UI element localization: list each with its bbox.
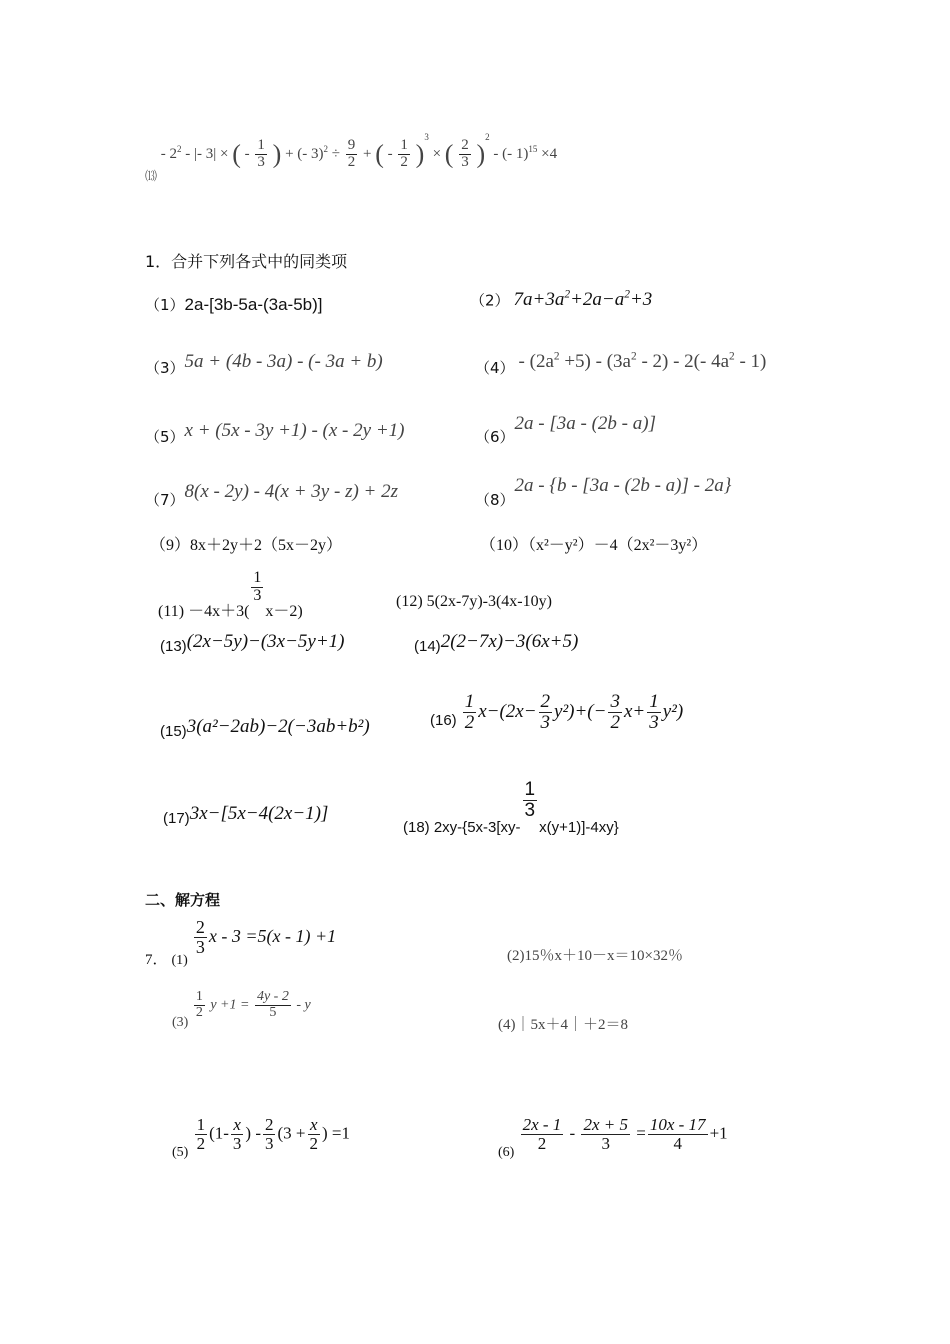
item-14: (14)2(2−7x)−3(6x+5): [414, 631, 579, 655]
item-3: （3）5a + (4b - 3a) - (- 3a + b): [145, 351, 383, 377]
item-12: (12) 5(2x-7y)-3(4x-10y): [396, 593, 552, 610]
fraction: $\frac{1}{3}$: [257, 137, 265, 171]
item-2: （2） $7a+3a^2+2a-a^2+3$: [470, 289, 653, 311]
fraction: $\frac{10x - 17}{4}$: [649, 1115, 706, 1153]
equation-4: (4)｜5x＋4｜＋2＝8: [498, 1017, 628, 1033]
item-9: （9）8x＋2y＋2（5x－2y）: [150, 537, 343, 554]
item-7: （7）8(x - 2y) - 4(x + 3y - z) + 2z: [145, 481, 398, 509]
fraction: $\frac{x}{2}$: [309, 1115, 318, 1153]
equation-6: $_{(6)}$ $\frac{2x - 1}{2}$ - $\frac{2x + 5}{3}$ = $\frac{10x - 17}{4}$ +1: [498, 1115, 728, 1161]
section-heading-equations: 二、解方程: [145, 891, 221, 909]
fraction: $\frac{3}{2}$: [610, 691, 620, 733]
fraction: $\frac{1}{2}$: [195, 989, 203, 1020]
fraction: $\frac{2}{3}$: [540, 691, 551, 733]
equation-1: 7． (1) $\frac{2}{3}$ x - 3 =5(x - 1) +1: [145, 917, 337, 968]
fraction: $\frac{2x - 1}{2}$: [522, 1115, 562, 1153]
equation-5: $_{(5)}$ $\frac{1}{2}$ (1- $\frac{x}{3}$ ) - $\frac{2}{3}$ (3 + $\frac{x}{2}$ ) =1: [172, 1115, 350, 1161]
fraction: $\frac{1}{3}$: [524, 779, 536, 821]
fraction: $\frac{1}{3}$: [649, 691, 659, 733]
item-6: （6）2a - [3a - (2b - a)]: [475, 413, 656, 446]
fraction: $\frac{x}{3}$: [232, 1115, 242, 1153]
item-1: （1）2a-[3b-5a-(3a-5b)]: [145, 295, 323, 314]
fraction: $\frac{2}{3}$: [461, 137, 469, 171]
fraction: $\frac{4y - 2}{5}$: [256, 989, 289, 1020]
equation-3: (3) $\frac{1}{2}$ y +1 = $\frac{4y - 2}{5}$ - y: [172, 989, 311, 1031]
item-15: (15)3(a²−2ab)−2(−3ab+b²): [160, 716, 370, 740]
item-18: (18) 2xy-{5x-3[xy- $\frac{1}{3}$ x(y+1)]-4xy}: [403, 779, 619, 837]
top-item: [145, 132, 558, 183]
item-5: （5）x + (5x - 3y +1) - (x - 2y +1): [145, 420, 405, 446]
fraction: $\frac{1}{2}$: [464, 691, 475, 733]
fraction: $\frac{1}{3}$: [253, 569, 262, 604]
item-8: （8）2a - {b - [3a - (2b - a)] - 2a}: [475, 475, 732, 509]
item-10: （10）（x²－y²）－4（2x²－3y²）: [480, 537, 708, 554]
item-4: $(4) - (2a^2 +5) - (3a^2 - 2) - 2(-$ $4a^2 - 1$): [475, 351, 767, 378]
item-16: (16) $\frac{1}{2}$ x−(2x− $\frac{2}{3}$ y²)+(− $\frac{3}{2}$ x+ $\frac{1}{3}$ y²): [430, 691, 684, 733]
equation-2: (2)15％x＋10－x＝10×32％: [507, 948, 683, 964]
fraction: $\frac{1}{2}$: [196, 1115, 206, 1153]
fraction: $\frac{2}{3}$: [264, 1115, 274, 1153]
item-17: (17)3x−[5x−4(2x−1)]: [163, 803, 329, 827]
top-item-label: ⒀: [145, 169, 158, 183]
item-13: (13)(2x−5y)−(3x−5y+1): [160, 631, 345, 655]
section-heading: 1．合并下列各式中的同类项: [145, 252, 348, 271]
top-item-expr: - $2^2$ - |- 3| × ( - $\frac{1}{3}$ ) + (- 3)$^2$ ÷ $\frac{9}{2}$ + ( - $\frac{1}{2}$ )$^3$ × ( $\frac{2}{3}$ )$^2$ - (- 1)$^{15}$ ×4: [160, 132, 558, 171]
fraction: $\frac{1}{2}$: [400, 137, 408, 171]
item-11: (11) －4x＋3( $\frac{1}{3}$ x－2): [158, 569, 303, 620]
fraction: $\frac{2}{3}$: [195, 917, 205, 957]
fraction: $\frac{2x + 5}{3}$: [583, 1115, 628, 1153]
fraction: $\frac{9}{2}$: [347, 137, 356, 171]
